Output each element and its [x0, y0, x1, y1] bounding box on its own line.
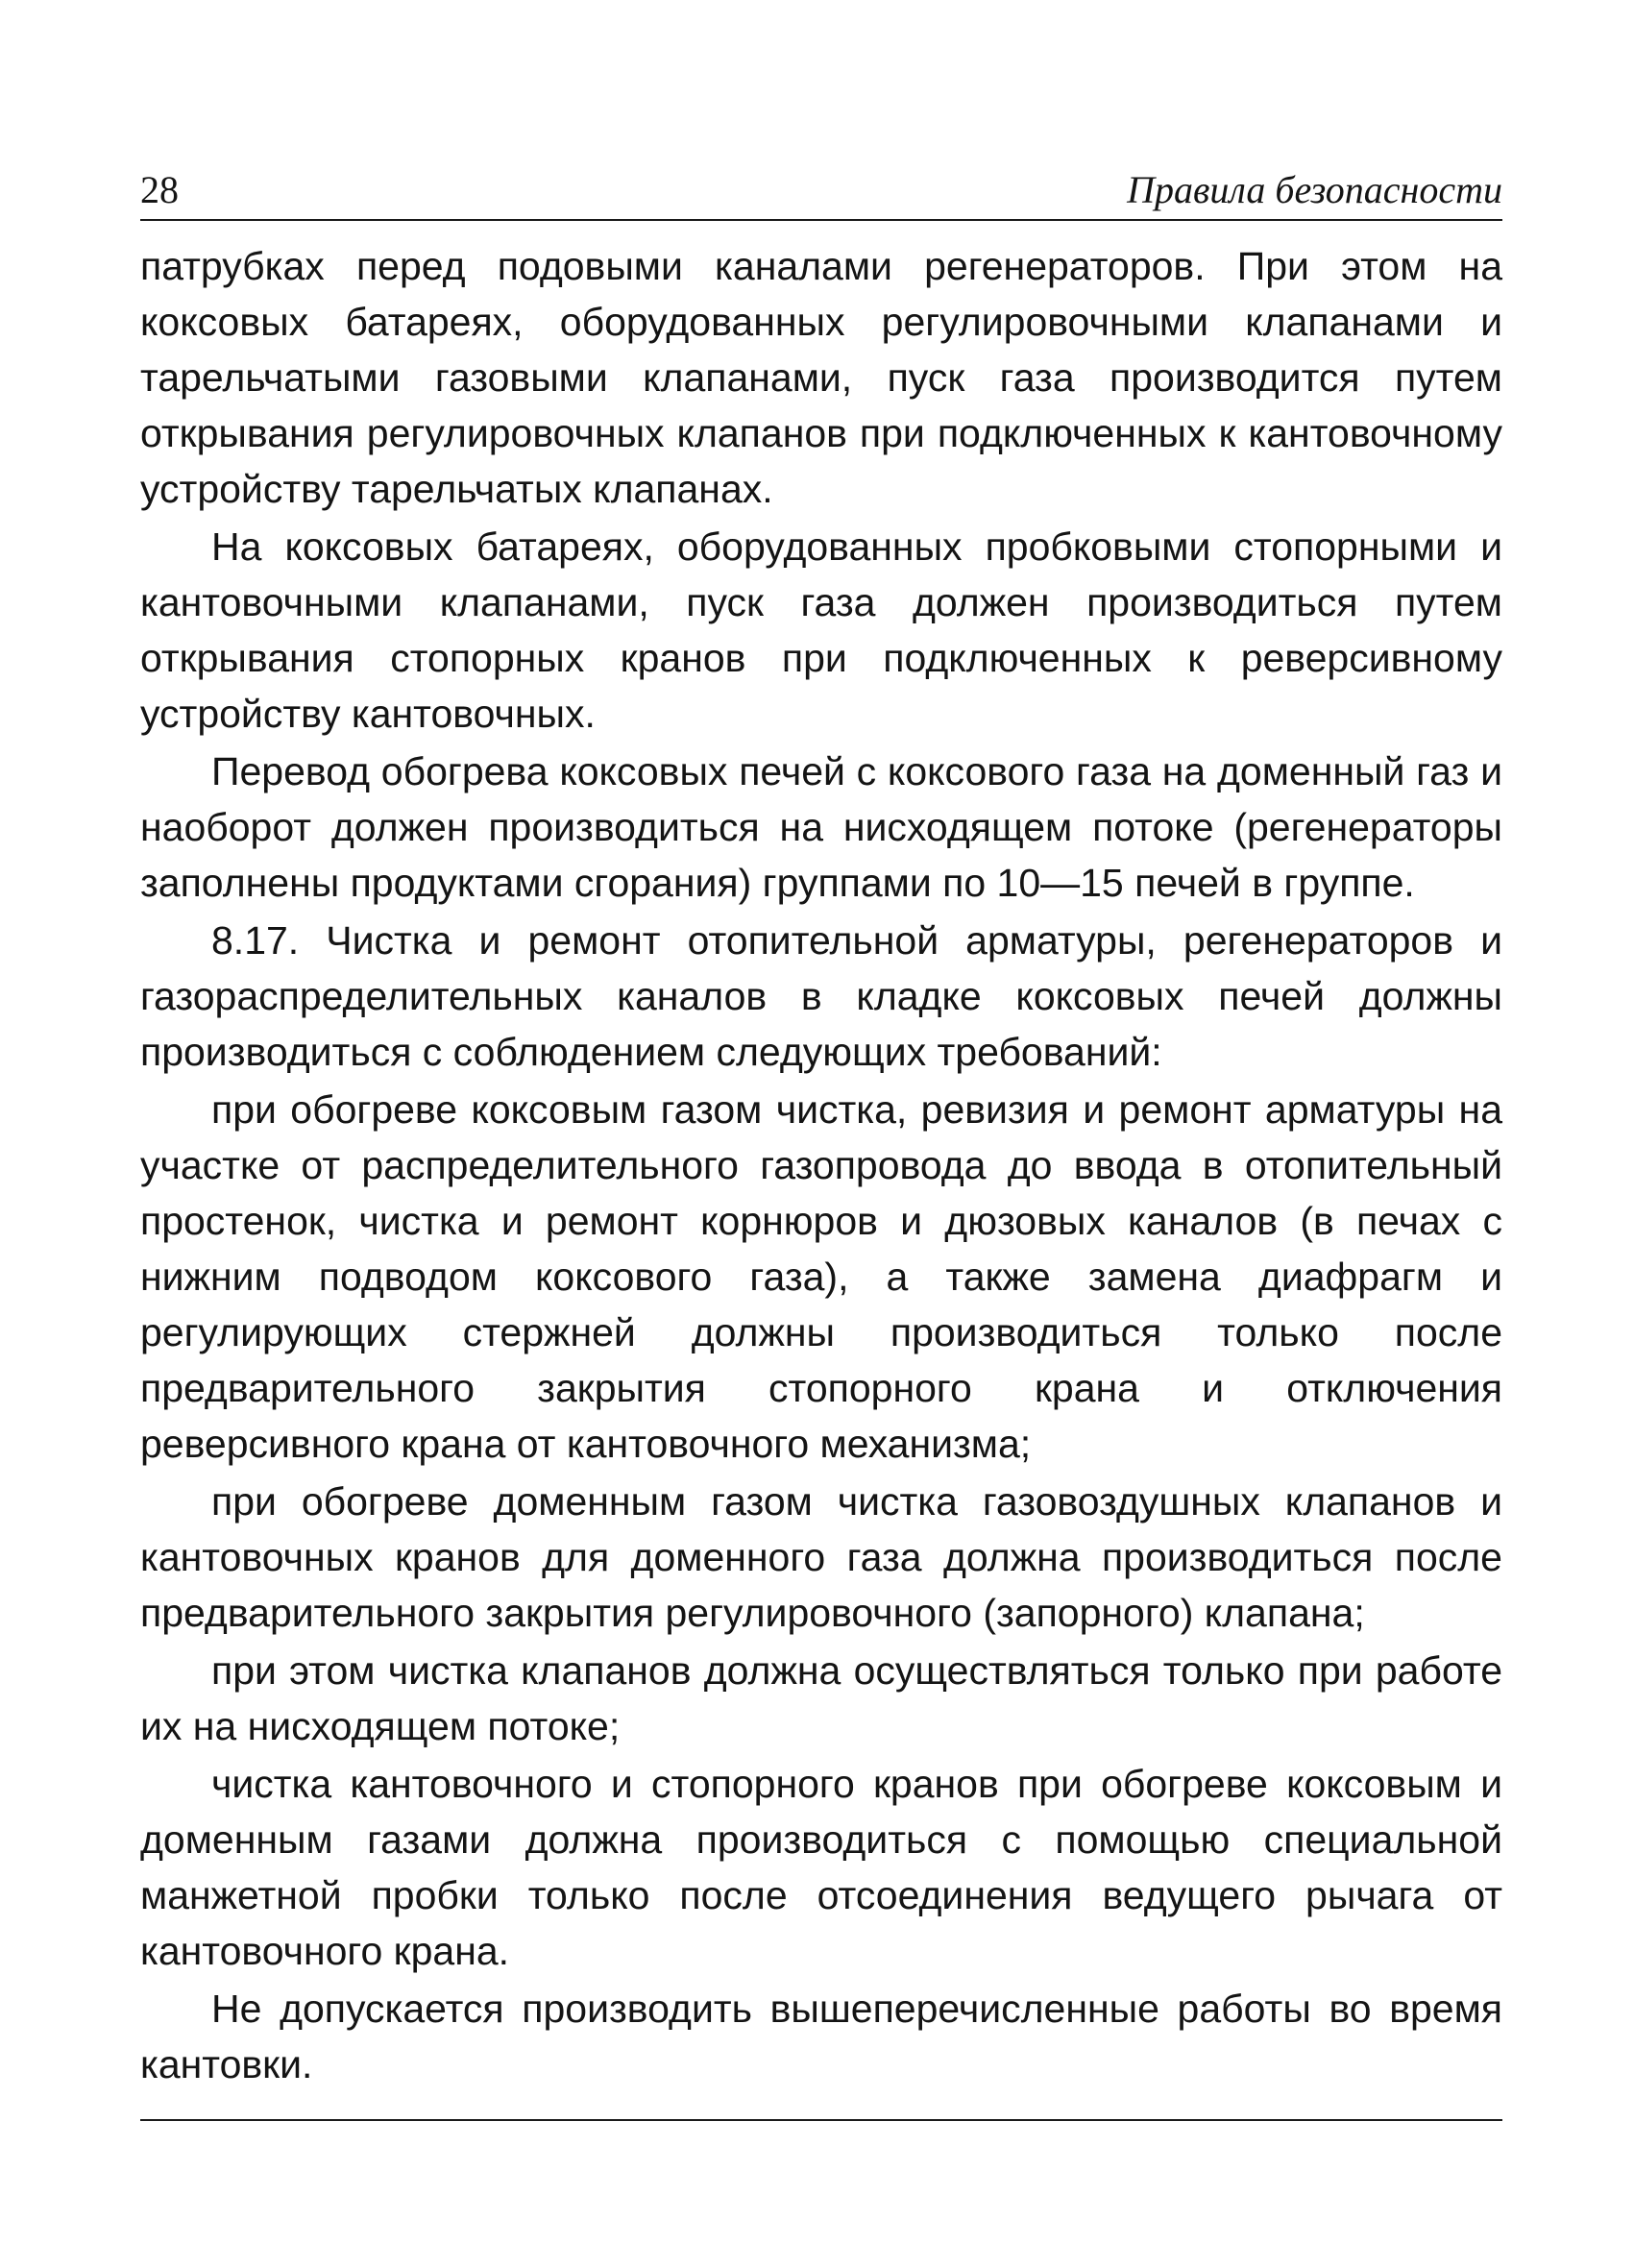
- paragraph-valve-cleaning: чистка кантовочного и стопорного кранов при обогреве коксовым и доменным газами должна производиться с помощью специальной манжетной пробки только после отсоединения ведущего рычага от кантовочного крана.: [140, 1762, 1502, 1973]
- paragraph-descending-flow: при этом чистка клапанов должна осуществляться только при работе их на нисходящем потоке;: [140, 1648, 1502, 1748]
- paragraph-continuation: патрубках перед подовыми каналами регенераторов. При этом на коксовых батареях, оборудованных регулировочными клапанами и тарельчатыми газовыми клапанами, пуск газа производится путем открывания регулировочных клапанов при подключенных к кантовочному устройству тарельчатых клапанах.: [140, 244, 1502, 511]
- paragraph-prohibition: Не допускается производить вышеперечисленные работы во время кантовки.: [140, 1987, 1502, 2086]
- page-number: 28: [140, 168, 179, 211]
- paragraph-8-17: 8.17. Чистка и ремонт отопительной арматуры, регенераторов и газораспределительных каналов в кладке коксовых печей должны производиться с соблюдением следующих требований:: [140, 918, 1502, 1074]
- running-header: [140, 161, 1502, 221]
- body-text: [140, 238, 1502, 2094]
- paragraph-heating-switch: Перевод обогрева коксовых печей с коксового газа на доменный газ и наоборот должен производиться на нисходящем потоке (регенераторы заполнены продуктами сгорания) группами по 10—15 печей в группе.: [140, 749, 1502, 905]
- bottom-rule: [140, 2119, 1502, 2121]
- paragraph-coke-gas-heating: при обогреве коксовым газом чистка, ревизия и ремонт арматуры на участке от распределительного газопровода до ввода в отопительный простенок, чистка и ремонт корнюров и дюзовых каналов (в печах с нижним подводом коксового газа), а также замена диафрагм и регулирующих стержней должны производиться только после предварительного закрытия стопорного крана и отключения реверсивного крана от кантовочного механизма;: [140, 1087, 1502, 1466]
- running-title: Правила безопасности: [1127, 168, 1502, 211]
- paragraph-stopper-valves: На коксовых батареях, оборудованных пробковыми стопорными и кантовочными клапанами, пуск газа должен производиться путем открывания стопорных кранов при подключенных к реверсивному устройству кантовочных.: [140, 524, 1502, 736]
- paragraph-blast-gas-heating: при обогреве доменным газом чистка газовоздушных клапанов и кантовочных кранов для доменного газа должна производиться после предварительного закрытия регулировочного (запорного) клапана;: [140, 1479, 1502, 1635]
